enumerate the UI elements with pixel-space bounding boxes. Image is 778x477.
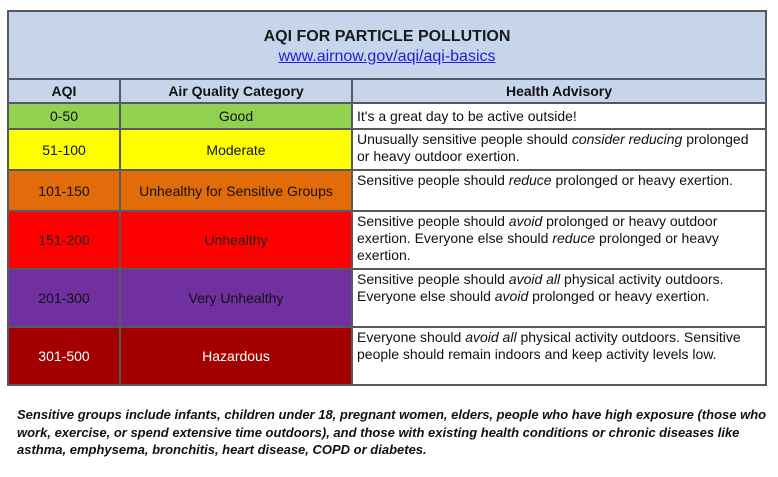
advisory-text: Sensitive people should [357, 213, 509, 229]
advisory-text: prolonged or heavy exertion. [551, 172, 733, 188]
advisory-emphasis: avoid all [508, 271, 561, 287]
advisory-text: Everyone should [357, 329, 466, 345]
category-label: Hazardous [120, 327, 352, 385]
advisory-text: Sensitive people should [357, 172, 509, 188]
aqi-table [7, 10, 767, 386]
advisory-text: prolonged or heavy outdoor exertion. [357, 131, 749, 164]
advisory-text: prolonged or heavy exertion. [357, 230, 719, 263]
aqi-chart [7, 10, 767, 386]
health-advisory [352, 269, 766, 327]
table-row-unhealthy [8, 211, 766, 269]
advisory-text: physical activity outdoors. Everyone else should [357, 271, 724, 304]
header-advisory: Health Advisory [352, 79, 766, 103]
aqi-range: 301-500 [8, 327, 120, 385]
aqi-range: 51-100 [8, 129, 120, 170]
advisory-text: physical activity outdoors. Sensitive people should remain indoors and keep activity levels low. [357, 329, 741, 362]
aqi-range: 101-150 [8, 170, 120, 211]
health-advisory [352, 103, 766, 129]
advisory-emphasis: avoid [494, 288, 529, 304]
page-title: AQI FOR PARTICLE POLLUTION [263, 28, 511, 45]
title-banner [8, 11, 766, 79]
category-label: Very Unhealthy [120, 269, 352, 327]
table-row-very-unhealthy [8, 269, 766, 327]
category-label: Good [120, 103, 352, 129]
category-label: Unhealthy for Sensitive Groups [120, 170, 352, 211]
advisory-emphasis: reduce [552, 230, 596, 246]
table-row-usg [8, 170, 766, 211]
sensitive-groups-footnote: Sensitive groups include infants, children under 18, pregnant women, elders, people who have high exposure (those who work, exercise, or spend extensive time outdoors), and those with existing health conditions or chronic diseases like asthma, emphysema, bronchitis, heart disease, COPD or diabetes. [17, 407, 767, 457]
header-category: Air Quality Category [120, 79, 352, 103]
category-label: Unhealthy [120, 211, 352, 269]
health-advisory [352, 211, 766, 269]
table-row-good [8, 103, 766, 129]
table-row-moderate [8, 129, 766, 170]
health-advisory [352, 129, 766, 170]
advisory-text: It's a great day to be active outside! [357, 107, 577, 124]
aqi-range: 0-50 [8, 103, 120, 129]
advisory-text: prolonged or heavy exertion. [528, 288, 710, 304]
advisory-text: prolonged or heavy outdoor exertion. Everyone else should [357, 213, 718, 246]
advisory-emphasis: avoid [508, 213, 543, 229]
advisory-emphasis: consider reducing [571, 131, 683, 147]
advisory-emphasis: avoid all [465, 329, 517, 345]
advisory-text: Unusually sensitive people should [357, 131, 572, 147]
health-advisory [352, 327, 766, 385]
table-row-hazardous [8, 327, 766, 385]
advisory-text: Sensitive people should [357, 271, 509, 287]
aqi-range: 151-200 [8, 211, 120, 269]
advisory-emphasis: reduce [508, 172, 552, 188]
health-advisory [352, 170, 766, 211]
airnow-link[interactable]: www.airnow.gov/aqi/aqi-basics [278, 48, 496, 65]
aqi-range: 201-300 [8, 269, 120, 327]
header-aqi: AQI [8, 79, 120, 103]
category-label: Moderate [120, 129, 352, 170]
